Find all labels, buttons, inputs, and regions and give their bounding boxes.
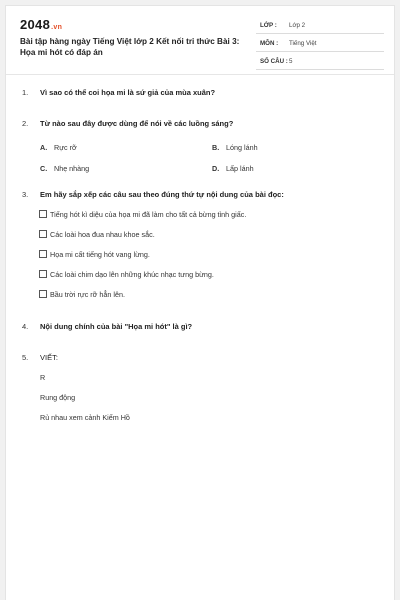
- option-d[interactable]: [212, 164, 254, 173]
- checkbox-icon[interactable]: [39, 230, 47, 238]
- meta-key: MÔN :: [260, 40, 279, 47]
- question-1: [22, 88, 215, 97]
- question-2: [22, 119, 233, 128]
- question-number: 1.: [22, 88, 29, 97]
- item-text: Họa mi cất tiếng hót vang lừng.: [50, 250, 150, 259]
- meta-row-question-count: [256, 54, 384, 70]
- checkbox-icon[interactable]: [39, 250, 47, 258]
- item-text: Các loài chim dạo lên những khúc nhạc tưng bừng.: [50, 270, 214, 279]
- item-text: Tiếng hót kì diệu của họa mi đã làm cho tất cả bừng tỉnh giấc.: [50, 210, 247, 219]
- option-text: Lấp lánh: [226, 164, 254, 173]
- meta-key: SỐ CÂU :: [260, 58, 288, 65]
- question-5: [22, 353, 58, 362]
- meta-row-subject: [256, 36, 384, 52]
- checkbox-icon[interactable]: [39, 290, 47, 298]
- ordering-item-2[interactable]: [39, 230, 155, 239]
- meta-row-grade: [256, 18, 384, 34]
- question-text: VIẾT:: [40, 353, 58, 362]
- question-number: 5.: [22, 353, 29, 362]
- option-c[interactable]: [40, 164, 89, 173]
- question-number: 2.: [22, 119, 29, 128]
- item-text: Bầu trời rực rỡ hẳn lên.: [50, 290, 125, 299]
- ordering-item-4[interactable]: [39, 270, 214, 279]
- logo-suffix: .vn: [51, 24, 63, 31]
- option-text: Nhẹ nhàng: [54, 164, 90, 173]
- checkbox-icon[interactable]: [39, 210, 47, 218]
- item-text: Các loài hoa đua nhau khoe sắc.: [50, 230, 155, 239]
- question-text: Nội dung chính của bài "Họa mi hót" là gì?: [40, 322, 193, 331]
- writing-line-3: Rủ nhau xem cảnh Kiếm Hồ: [40, 413, 130, 422]
- worksheet-header: [6, 6, 396, 72]
- ordering-item-3[interactable]: [39, 250, 150, 259]
- option-letter: B.: [212, 143, 220, 152]
- question-text: Em hãy sắp xếp các câu sau theo đúng thứ tự nội dung của bài đọc:: [40, 190, 284, 199]
- option-letter: D.: [212, 164, 220, 173]
- question-4: [22, 322, 192, 331]
- question-number: 3.: [22, 190, 29, 199]
- meta-table: [256, 18, 384, 72]
- option-letter: C.: [40, 164, 48, 173]
- meta-value: Tiếng Việt: [289, 40, 317, 47]
- header-divider: [6, 74, 394, 75]
- writing-line-1: R: [40, 373, 46, 382]
- worksheet-title: Bài tập hàng ngày Tiếng Việt lớp 2 Kết nối tri thức Bài 3: Họa mi hót có đáp án: [20, 37, 240, 57]
- meta-value: 5: [289, 58, 293, 65]
- option-text: Lóng lánh: [226, 143, 258, 152]
- option-text: Rực rỡ: [54, 143, 77, 152]
- meta-value: Lớp 2: [289, 22, 306, 29]
- option-letter: A.: [40, 143, 48, 152]
- writing-line-2: Rung động: [40, 393, 76, 402]
- worksheet-page: [5, 5, 395, 600]
- question-number: 4.: [22, 322, 29, 331]
- option-a[interactable]: [40, 143, 77, 152]
- option-b[interactable]: [212, 143, 258, 152]
- meta-key: LỚP :: [260, 22, 277, 29]
- checkbox-icon[interactable]: [39, 270, 47, 278]
- ordering-item-5[interactable]: [39, 290, 125, 299]
- question-text: Vì sao có thể coi họa mi là sứ giả của mùa xuân?: [40, 88, 216, 97]
- site-logo[interactable]: [20, 17, 62, 32]
- logo-text: 2048: [20, 17, 51, 32]
- question-text: Từ nào sau đây được dùng để nói về các luồng sáng?: [40, 119, 234, 128]
- question-3: [22, 190, 284, 199]
- ordering-item-1[interactable]: [39, 210, 246, 219]
